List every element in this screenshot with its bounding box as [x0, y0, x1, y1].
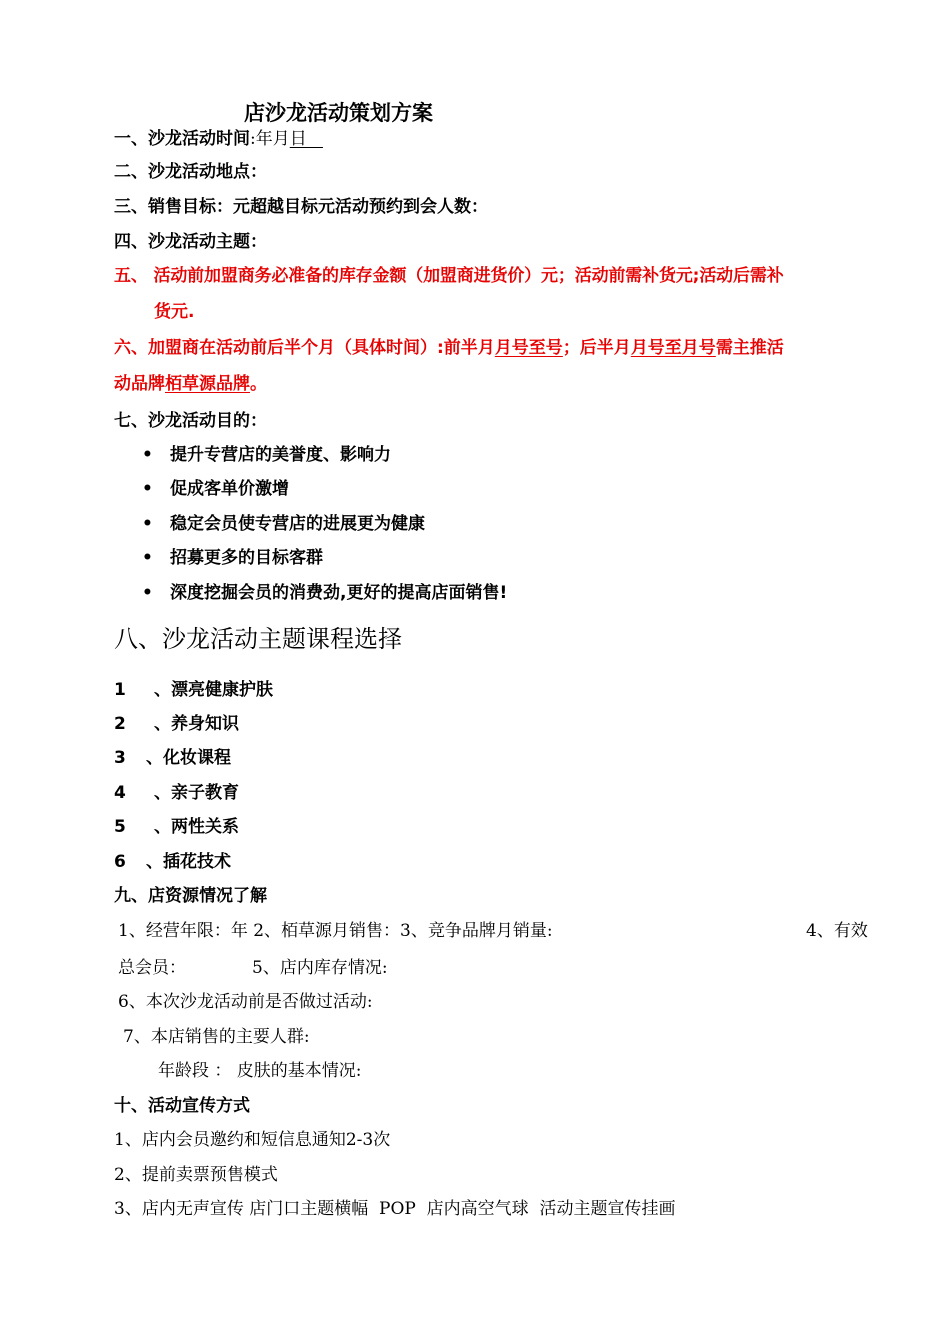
section-6-line-1 [114, 337, 784, 359]
resource-line-2-b: 5、店内库存情况: [252, 958, 388, 978]
bullet-dot: • [142, 479, 153, 499]
bullet-dot: • [142, 445, 153, 465]
section-1-time [114, 128, 323, 150]
resource-line-3: 6、本次沙龙活动前是否做过活动: [118, 992, 373, 1012]
resource-line-5: 年龄段 ： 皮肤的基本情况: [158, 1061, 362, 1081]
section-8-heading: 八、沙龙活动主题课程选择 [114, 625, 402, 653]
bullet-dot: • [142, 548, 153, 568]
promo-item: 2、提前卖票预售模式 [114, 1165, 278, 1185]
course-number: 1 [114, 680, 126, 700]
course-item [114, 851, 231, 873]
course-text: 、插花技术 [146, 852, 231, 872]
resource-line-2: 总会员： [118, 958, 186, 978]
section-6-line-2 [114, 373, 267, 395]
goal-item [142, 547, 323, 569]
course-number: 4 [114, 783, 126, 803]
section-5-line-2: 货元. [154, 302, 195, 322]
goal-item [142, 513, 425, 535]
section-9-heading: 九、店资源情况了解 [114, 886, 267, 906]
bullet-dot: • [142, 583, 153, 603]
goal-item [142, 444, 391, 466]
section-6-part-f: 动品牌 [114, 374, 165, 394]
resource-line-1-end: 4、有效 [806, 921, 868, 941]
course-text: 、养身知识 [154, 714, 239, 734]
section-6-part-h: 。 [250, 374, 267, 394]
section-2-location: 二、沙龙活动地点： [114, 162, 267, 182]
goal-item-text: 提升专营店的美誉度、影响力 [170, 445, 391, 465]
section-6-first-half-dates: 月号至号 [494, 338, 563, 358]
goal-item [142, 478, 289, 500]
course-item [114, 713, 239, 735]
bullet-dot: • [142, 514, 153, 534]
goal-item-text: 招募更多的目标客群 [170, 548, 323, 568]
section-6-part-e: 需主推活 [715, 338, 784, 358]
section-1-label: 一、沙龙活动时间 [114, 129, 250, 149]
section-6-part-a: 六、加盟商在活动前后半个月（具体时间）:前半月 [114, 338, 495, 358]
promo-item: 1、店内会员邀约和短信息通知2-3次 [114, 1130, 391, 1150]
course-text: 、漂亮健康护肤 [154, 680, 273, 700]
course-number: 5 [114, 817, 126, 837]
section-1-underlined: 日 [289, 129, 323, 149]
course-item [114, 679, 273, 701]
course-text: 、亲子教育 [154, 783, 239, 803]
section-10-heading: 十、活动宣传方式 [114, 1096, 250, 1116]
goal-item-text: 深度挖掘会员的消费劲,更好的提高店面销售! [170, 583, 508, 603]
document-title: 店沙龙活动策划方案 [244, 101, 433, 125]
section-7-goals: 七、沙龙活动目的： [114, 411, 267, 431]
section-6-part-c: ；后半月 [562, 338, 631, 358]
course-text: 、化妆课程 [146, 748, 231, 768]
section-1-value: :年月 [250, 129, 290, 149]
course-number: 3 [114, 748, 126, 768]
course-text: 、两性关系 [154, 817, 239, 837]
section-6-second-half-dates: 月号至月号 [630, 338, 716, 358]
course-item [114, 747, 231, 769]
section-5-line-1: 五、 活动前加盟商务必准备的库存金额（加盟商进货价）元；活动前需补货元;活动后需补 [114, 266, 784, 286]
course-number: 2 [114, 714, 126, 734]
goal-item-text: 稳定会员使专营店的进展更为健康 [170, 514, 425, 534]
section-6-brand: 栢草源品牌 [165, 374, 250, 394]
goal-item [142, 582, 507, 604]
section-3-sales-target: 三、销售目标：元超越目标元活动预约到会人数： [114, 197, 488, 217]
resource-line-1: 1、经营年限：年 2、栢草源月销售：3、竞争品牌月销量: [118, 921, 553, 941]
resource-line-4: 7、本店销售的主要人群: [123, 1027, 310, 1047]
goal-item-text: 促成客单价激增 [170, 479, 289, 499]
course-number: 6 [114, 852, 126, 872]
section-4-theme: 四、沙龙活动主题： [114, 232, 267, 252]
course-item [114, 782, 239, 804]
course-item [114, 816, 239, 838]
promo-item: 3、店内无声宣传 店门口主题横幅 POP 店内高空气球 活动主题宣传挂画 [114, 1199, 676, 1219]
